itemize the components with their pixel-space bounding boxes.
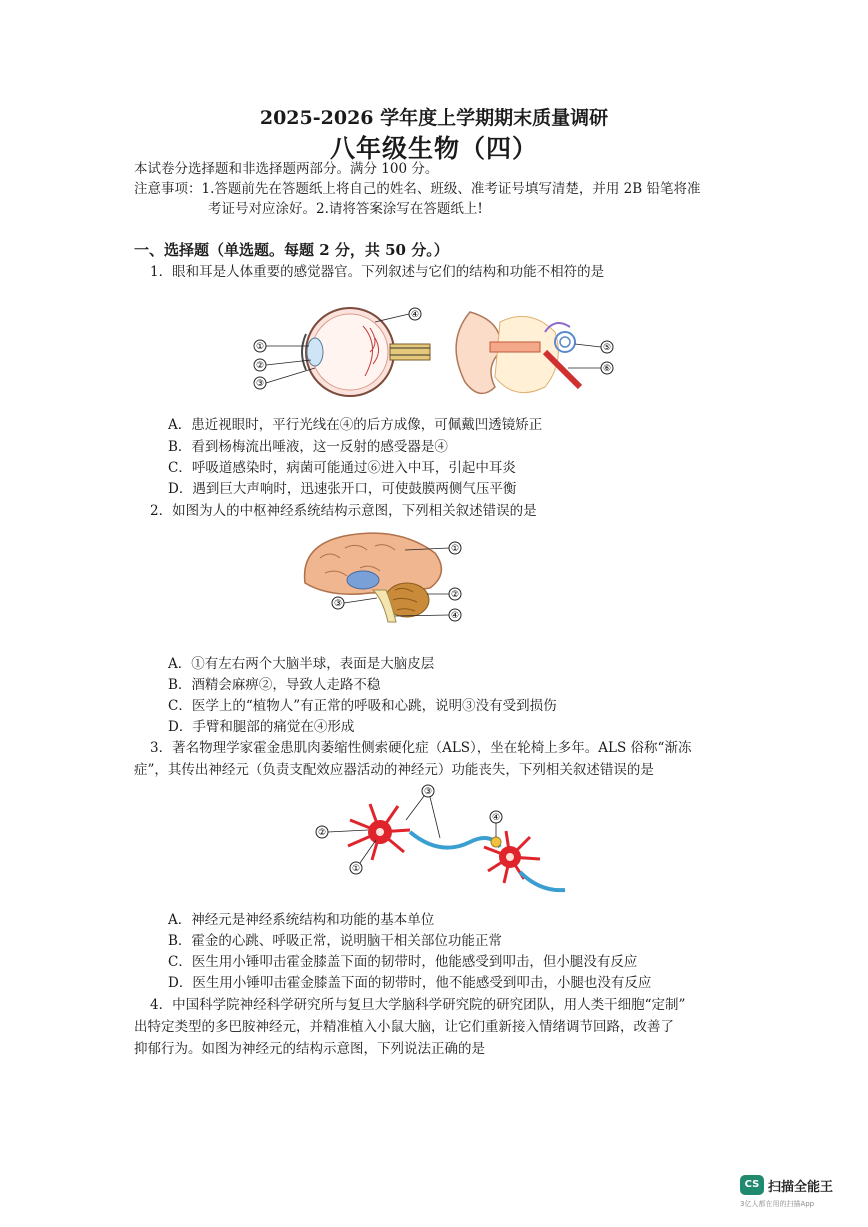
notice-line: 考证号对应涂好。2.请将答案涂写在答题纸上! — [208, 201, 483, 217]
corpus-callosum — [347, 571, 379, 589]
figure-label: ④ — [492, 813, 501, 823]
option-c: C．医学上的“植物人”有正常的呼吸和心跳，说明③没有受到损伤 — [168, 698, 557, 714]
camscanner-logo-icon: CS — [740, 1175, 764, 1195]
option-a: A．患近视眼时，平行光线在④的后方成像，可佩戴凹透镜矫正 — [168, 417, 543, 433]
scanner-watermark — [740, 1175, 850, 1209]
option-b: B．看到杨梅流出唾液，这一反射的感受器是④ — [168, 439, 448, 455]
figure-label: ② — [256, 361, 265, 371]
question-stem: 4．中国科学院神经科学研究所与复旦大学脑科学研究院的研究团队，用人类干细胞“定制” — [150, 997, 686, 1013]
option-d: D．医生用小锤叩击霍金膝盖下面的韧带时，他不能感受到叩击，小腿也没有反应 — [168, 975, 652, 991]
synapse — [491, 837, 501, 847]
exam-subtitle: 八年级生物（四） — [329, 134, 538, 163]
watermark-name: 扫描全能王 — [768, 1180, 834, 1195]
option-c: C．医生用小锤叩击霍金膝盖下面的韧带时，他能感受到叩击，但小腿没有反应 — [168, 954, 638, 970]
question-stem: 2．如图为人的中枢神经系统结构示意图，下列相关叙述错误的是 — [150, 503, 537, 519]
neuron-diagram — [310, 782, 575, 897]
figure-label: ② — [318, 828, 327, 838]
option-a: A．①有左右两个大脑半球，表面是大脑皮层 — [168, 656, 435, 672]
question-stem: 症”，其传出神经元（负责支配效应器活动的神经元）功能丧失，下列相关叙述错误的是 — [134, 762, 654, 778]
auricle — [456, 312, 501, 393]
figure-label: ③ — [424, 787, 433, 797]
question-stem: 出特定类型的多巴胺神经元，并精准植入小鼠大脑，让它们重新接入情绪调节回路，改善了 — [134, 1019, 674, 1035]
watermark-tagline: 3亿人都在用的扫描App — [740, 1200, 815, 1208]
question-stem: 抑郁行为。如图为神经元的结构示意图，下列说法正确的是 — [134, 1041, 485, 1057]
exam-title: 2025-2026 学年度上学期期末质量调研 — [259, 107, 609, 129]
axon — [410, 832, 500, 848]
intro-line: 本试卷分选择题和非选择题两部分。满分 100 分。 — [134, 161, 439, 177]
figure-label: ① — [256, 342, 265, 352]
option-c: C．呼吸道感染时，病菌可能通过⑥进入中耳，引起中耳炎 — [168, 460, 516, 476]
figure-label: ① — [352, 864, 361, 874]
figure-label: ① — [451, 544, 460, 554]
brain-diagram — [295, 528, 470, 628]
figure-label: ⑥ — [603, 364, 612, 374]
ear-canal — [490, 342, 540, 352]
figure-label: ② — [451, 590, 460, 600]
neuron-cell-body-left — [348, 804, 410, 860]
option-d: D．手臂和腿部的痛觉在④形成 — [168, 719, 355, 735]
lens — [307, 338, 323, 366]
notice-line: 注意事项：1.答题前先在答题纸上将自己的姓名、班级、准考证号填写清楚，并用 2B 铅笔将准 — [134, 181, 701, 197]
figure-label: ④ — [411, 310, 420, 320]
section-heading: 一、选择题（单选题。每题 2 分，共 50 分。） — [134, 241, 449, 259]
question-stem: 1．眼和耳是人体重要的感觉器官。下列叙述与它们的结构和功能不相符的是 — [150, 264, 605, 280]
option-a: A．神经元是神经系统结构和功能的基本单位 — [168, 912, 435, 928]
ear-diagram — [450, 302, 625, 402]
axon-output — [520, 872, 565, 890]
option-b: B．酒精会麻痹②，导致人走路不稳 — [168, 677, 381, 693]
figure-label: ③ — [256, 379, 265, 389]
option-b: B．霍金的心跳、呼吸正常，说明脑干相关部位功能正常 — [168, 933, 502, 949]
figure-label: ⑤ — [603, 343, 612, 353]
option-d: D．遇到巨大声响时，迅速张开口，可使鼓膜两侧气压平衡 — [168, 481, 517, 497]
eye-diagram — [245, 298, 435, 398]
figure-label: ④ — [451, 611, 460, 621]
figure-label: ③ — [334, 599, 343, 609]
optic-nerve — [390, 344, 430, 360]
question-stem: 3．著名物理学家霍金患肌肉萎缩性侧索硬化症（ALS），坐在轮椅上多年。ALS 俗称“渐冻 — [150, 740, 692, 756]
